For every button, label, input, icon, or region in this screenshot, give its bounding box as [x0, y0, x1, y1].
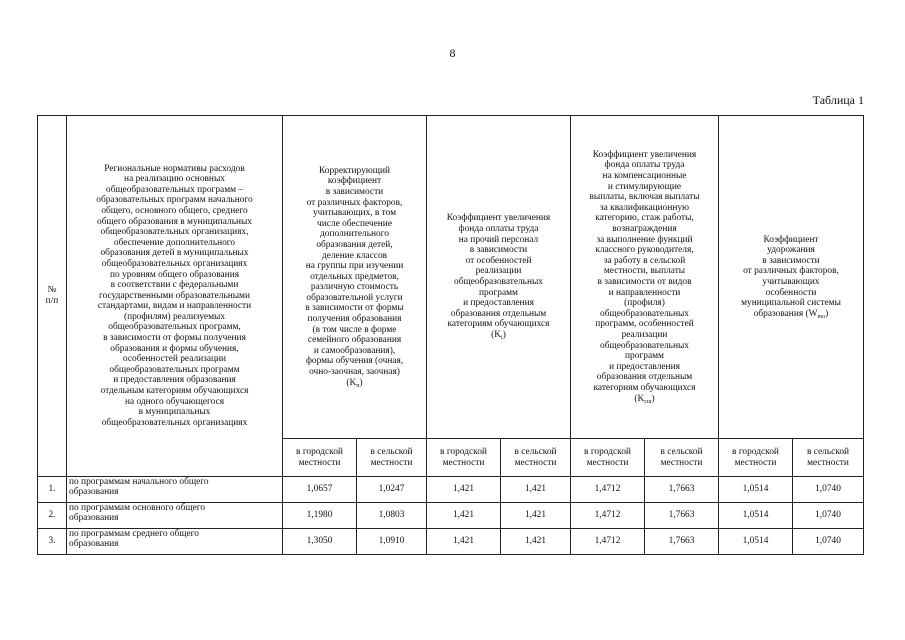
header-k-i: Коэффициент увеличения фонда оплаты труда на прочий персонал в зависимости от особенностей реализации общеобразовательных программ и предоставления образования отдельным категориям обучающихся $(K_i)$: [427, 116, 571, 439]
value-cell: 1,0514: [719, 503, 793, 529]
value-cell: 1,421: [427, 503, 501, 529]
value-cell: 1,421: [501, 477, 571, 503]
row-name: по программам начального общего образования: [67, 477, 283, 503]
table-row: [38, 477, 864, 503]
header-k-n: Корректирующий коэффициент в зависимости от различных факторов, учитывающих, в том числе обеспечение дополнительного образования детей, деление классов на группы при изучении отдельных предметов, различную стоимость образовательной услуги в зависимости от формы получения образования (в том числе в форме семейного образования и самообразования), формы обучения (очная, очно-заочная, заочная) $(K_п)$: [283, 116, 427, 439]
value-cell: 1,421: [501, 503, 571, 529]
value-cell: 1,3050: [283, 529, 357, 555]
header-num: № п/п: [38, 116, 67, 477]
value-cell: 1,0514: [719, 477, 793, 503]
value-cell: 1,421: [501, 529, 571, 555]
value-cell: 1,0803: [357, 503, 427, 529]
value-cell: 1,4712: [571, 477, 645, 503]
value-cell: 1,1980: [283, 503, 357, 529]
value-cell: 1,0740: [793, 477, 864, 503]
header-norms: Региональные нормативы расходов на реализацию основных общеобразовательных программ – образовательных программ начального общего, основного общего, среднего общего образования в муниципальных общеобразовательных организациях, обеспечение дополнительного образования детей в муниципальных общеобразовательных организациях по уровням общего образования в соответствии с федеральными государственными образовательными стандартами, видам и направленности (профилям) реализуемых общеобразовательных программ, в зависимости от формы получения образования и формы обучения, особенностей реализации общеобразовательных программ и предоставления образования отдельным категориям обучающихся на одного обучающегося в муниципальных общеобразовательных организациях: [67, 116, 283, 477]
subheader-rural: в сельской местности: [357, 439, 427, 477]
subheader-rural: в сельской местности: [501, 439, 571, 477]
value-cell: 1,0657: [283, 477, 357, 503]
value-cell: 1,421: [427, 477, 501, 503]
header-w-mo: Коэффициент удорожания в зависимости от различных факторов, учитывающих особенности муниципальной системы образования $(W_{mo})$: [719, 116, 864, 439]
subheader-urban: в городской местности: [427, 439, 501, 477]
value-cell: 1,4712: [571, 503, 645, 529]
value-cell: 1,0740: [793, 503, 864, 529]
subheader-rural: в сельской местности: [793, 439, 864, 477]
value-cell: 1,0514: [719, 529, 793, 555]
subheader-urban: в городской местности: [283, 439, 357, 477]
value-cell: 1,0247: [357, 477, 427, 503]
value-cell: 1,0910: [357, 529, 427, 555]
header-k-ss: Коэффициент увеличения фонда оплаты труда на компенсационные и стимулирующие выплаты, включая выплаты за квалификационную категорию, стаж работы, вознаграждения за выполнение функций классного руководителя, за работу в сельской местности, выплаты в зависимости от видов и направленности (профиля) общеобразовательных программ, особенностей реализации общеобразовательных программ и предоставления образования отдельным категориям обучающихся $(K_{сш})$: [571, 116, 719, 439]
row-name: по программам среднего общего образования: [67, 529, 283, 555]
header-row-main: [38, 116, 864, 439]
subheader-urban: в городской местности: [719, 439, 793, 477]
coefficients-table: [37, 115, 864, 555]
table-row: [38, 503, 864, 529]
value-cell: 1,7663: [645, 529, 719, 555]
row-number: 1.: [38, 477, 67, 503]
page-number: 8: [449, 46, 456, 60]
value-cell: 1,7663: [645, 477, 719, 503]
table-row: [38, 529, 864, 555]
value-cell: 1,4712: [571, 529, 645, 555]
subheader-rural: в сельской местности: [645, 439, 719, 477]
row-number: 3.: [38, 529, 67, 555]
value-cell: 1,421: [427, 529, 501, 555]
value-cell: 1,7663: [645, 503, 719, 529]
subheader-urban: в городской местности: [571, 439, 645, 477]
row-name: по программам основного общего образования: [67, 503, 283, 529]
row-number: 2.: [38, 503, 67, 529]
value-cell: 1,0740: [793, 529, 864, 555]
table-label: Таблица 1: [812, 93, 864, 107]
